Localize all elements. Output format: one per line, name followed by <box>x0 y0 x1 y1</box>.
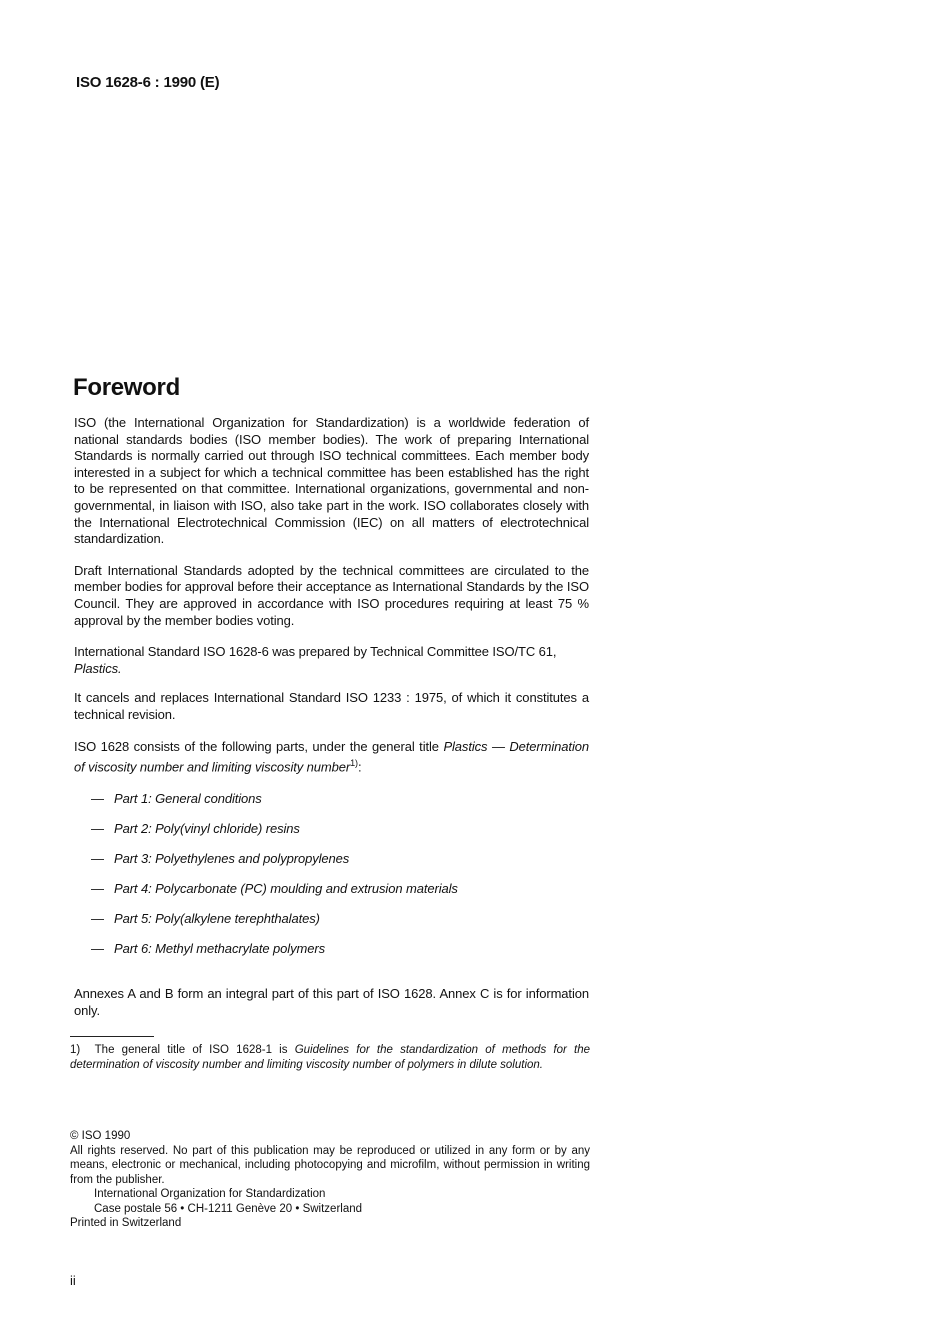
footnote-title: Guidelines for the standardization of methods for the determination of viscosity number and limiting viscosity number of polymers in dilute solution. <box>70 1044 591 1071</box>
general-title: Plastics — Determination of viscosity number and limiting viscosity number <box>74 738 589 775</box>
footnote-text: The general title of ISO 1628-1 is <box>94 1044 288 1056</box>
committee-name: Plastics. <box>74 660 122 676</box>
printed-in: Printed in Switzerland <box>70 1217 182 1229</box>
list-dash: — <box>91 941 104 957</box>
list-item <box>74 941 589 971</box>
part-title: Part 4: Polycarbonate (PC) moulding and extrusion materials <box>114 881 458 897</box>
part-title: Part 6: Methyl methacrylate polymers <box>114 941 325 957</box>
list-dash: — <box>91 851 104 867</box>
list-item <box>74 851 589 881</box>
paragraph-parts-intro <box>74 739 589 777</box>
document-id-header: ISO 1628-6 : 1990 (E) <box>76 74 220 91</box>
paragraph-draft-standards: Draft International Standards adopted by the technical committees are circulated to the member bodies for approval before their acceptance as International Standards by the ISO Council. They are approved in accordance with ISO procedures requiring at least 75 % approval by the member bodies voting. <box>74 562 589 628</box>
footnote-number: 1) <box>70 1044 81 1056</box>
parts-list <box>74 791 589 971</box>
footnote-divider <box>70 1036 154 1037</box>
part-title: Part 5: Poly(alkylene terephthalates) <box>114 911 320 927</box>
foreword-body <box>74 415 589 1034</box>
paragraph-cancels: It cancels and replaces International Standard ISO 1233 : 1975, of which it constitutes a technical revision. <box>74 690 589 722</box>
copyright-block <box>70 1129 590 1231</box>
publisher-name: International Organization for Standardization <box>94 1188 326 1200</box>
paragraph-prepared-by <box>74 644 589 677</box>
parts-intro-colon: : <box>357 759 362 775</box>
publisher-address: Case postale 56 • CH-1211 Genève 20 • Switzerland <box>94 1202 363 1215</box>
paragraph-iso-intro: ISO (the International Organization for Standardization) is a worldwide federation of national standards bodies (ISO member bodies). The work of preparing International Standards is normally carried out through ISO technical committees. Each member body interested in a subject for which a technical committee has been established has the right to be represented on that committee. International organizations, governmental and non-governmental, in liaison with ISO, also take part in the work. ISO collaborates closely with the International Electrotechnical Commission (IEC) on all matters of electrotechnical standardization. <box>74 415 589 547</box>
parts-intro-text: ISO 1628 consists of the following parts, under the general title <box>74 738 439 754</box>
list-item <box>74 791 589 821</box>
paragraph-annexes: Annexes A and B form an integral part of this part of ISO 1628. Annex C is for information only. <box>74 986 589 1018</box>
list-item <box>74 881 589 911</box>
footnote-ref: 1) <box>350 758 358 769</box>
part-title: Part 3: Polyethylenes and polypropylenes <box>114 851 350 867</box>
copyright-line: © ISO 1990 <box>70 1130 131 1142</box>
part-title: Part 2: Poly(vinyl chloride) resins <box>114 821 300 837</box>
list-dash: — <box>91 881 104 897</box>
list-item <box>74 911 589 941</box>
prepared-by-text: International Standard ISO 1628-6 was prepared by Technical Committee ISO/TC 61, <box>74 644 557 660</box>
footnote <box>70 1043 590 1073</box>
page-title: Foreword <box>73 374 180 401</box>
list-dash: — <box>91 911 104 927</box>
rights-statement: All rights reserved. No part of this publication may be reproduced or utilized in any form or by any means, electronic or mechanical, including photocopying and microfilm, without permission in writing from the publisher. <box>70 1144 590 1186</box>
list-dash: — <box>91 821 104 837</box>
part-title: Part 1: General conditions <box>114 791 262 807</box>
list-item <box>74 821 589 851</box>
list-dash: — <box>91 791 104 807</box>
page-number: ii <box>70 1273 76 1288</box>
